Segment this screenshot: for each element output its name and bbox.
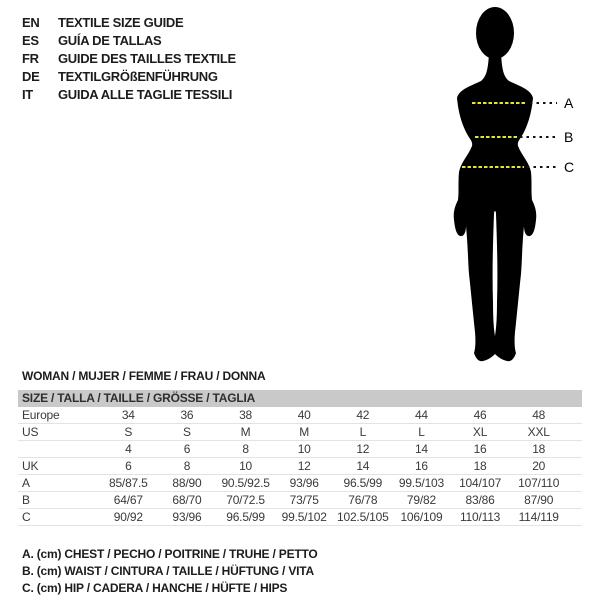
size-cell: 10 bbox=[239, 459, 253, 473]
measure-label-c: C bbox=[564, 159, 575, 175]
size-table-header: SIZE / TALLA / TAILLE / GRÖSSE / TAGLIA bbox=[18, 390, 582, 407]
language-row bbox=[22, 13, 236, 31]
measure-label-a: A bbox=[564, 95, 574, 111]
table-row bbox=[18, 441, 582, 458]
measure-label-b: B bbox=[564, 129, 574, 145]
size-cell: 90.5/92.5 bbox=[221, 476, 270, 490]
size-cell: 93/96 bbox=[289, 476, 319, 490]
table-row bbox=[18, 424, 582, 441]
size-cell: 8 bbox=[242, 442, 249, 456]
size-cell: 6 bbox=[125, 459, 132, 473]
size-cell: 34 bbox=[121, 408, 135, 422]
size-cell: S bbox=[183, 425, 191, 439]
size-cell: 106/109 bbox=[400, 510, 443, 524]
table-row bbox=[18, 492, 582, 509]
measurement-diagram bbox=[440, 2, 590, 367]
size-cell: 96.5/99 bbox=[226, 510, 265, 524]
size-cell: 48 bbox=[532, 408, 546, 422]
size-cell: 14 bbox=[414, 442, 428, 456]
measure-legend bbox=[22, 546, 318, 597]
language-code: DE bbox=[22, 68, 40, 84]
size-cell: 10 bbox=[297, 442, 311, 456]
size-cell: 90/92 bbox=[113, 510, 143, 524]
size-cell: 104/107 bbox=[459, 476, 502, 490]
size-cell: 93/96 bbox=[172, 510, 202, 524]
silhouette-head bbox=[476, 7, 514, 59]
woman-silhouette-icon bbox=[454, 54, 537, 361]
size-cell: 110/113 bbox=[459, 510, 501, 524]
language-row bbox=[22, 49, 236, 67]
size-cell: 44 bbox=[414, 408, 428, 422]
language-code: EN bbox=[22, 14, 40, 30]
language-row bbox=[22, 67, 236, 85]
size-cell: 18 bbox=[532, 442, 546, 456]
size-cell: XXL bbox=[527, 425, 550, 439]
table-row bbox=[18, 475, 582, 492]
table-row bbox=[18, 407, 582, 424]
language-row bbox=[22, 85, 236, 103]
size-cell: 96.5/99 bbox=[343, 476, 383, 490]
size-cell: 88/90 bbox=[172, 476, 202, 490]
size-cell: 18 bbox=[473, 459, 487, 473]
size-cell: 64/67 bbox=[113, 493, 143, 507]
size-cell: 4 bbox=[125, 442, 132, 456]
legend-waist: B. (cm) WAIST / CINTURA / TAILLE / HÜFTUNG / VITA bbox=[22, 564, 314, 578]
language-title: GUIDE DES TAILLES TEXTILE bbox=[58, 50, 236, 66]
size-cell: 12 bbox=[356, 442, 370, 456]
size-cell: 16 bbox=[473, 442, 487, 456]
language-title: TEXTILGRÖßENFÜHRUNG bbox=[58, 68, 218, 84]
section-title: WOMAN / MUJER / FEMME / FRAU / DONNA bbox=[22, 369, 266, 383]
size-cell: 16 bbox=[414, 459, 428, 473]
table-row bbox=[18, 458, 582, 475]
size-cell: 85/87.5 bbox=[108, 476, 148, 490]
row-label: A bbox=[22, 476, 30, 490]
size-cell: 38 bbox=[239, 408, 253, 422]
size-cell: 6 bbox=[183, 442, 191, 456]
size-cell: 102.5/105 bbox=[337, 510, 389, 524]
legend-chest: A. (cm) CHEST / PECHO / POITRINE / TRUHE / PETTO bbox=[22, 547, 318, 561]
language-code: ES bbox=[22, 32, 39, 48]
legend-hip: C. (cm) HIP / CADERA / HANCHE / HÜFTE / HIPS bbox=[22, 581, 288, 595]
row-label: C bbox=[22, 510, 31, 524]
size-cell: 73/75 bbox=[289, 493, 319, 507]
row-label: US bbox=[22, 425, 39, 439]
language-title-list bbox=[22, 13, 236, 103]
size-cell: 70/72.5 bbox=[226, 493, 265, 507]
row-label: Europe bbox=[22, 408, 60, 422]
size-cell: 12 bbox=[297, 459, 311, 473]
size-cell: 20 bbox=[532, 459, 546, 473]
size-cell: 83/86 bbox=[465, 493, 495, 507]
row-label: B bbox=[22, 493, 30, 507]
size-cell: 36 bbox=[180, 408, 194, 422]
size-cell: 14 bbox=[356, 459, 370, 473]
size-cell: 8 bbox=[183, 459, 191, 473]
size-cell: 68/70 bbox=[172, 493, 202, 507]
size-cell: M bbox=[240, 425, 251, 439]
size-cell: 87/90 bbox=[524, 493, 554, 507]
size-cell: 114/119 bbox=[518, 510, 559, 524]
row-label: UK bbox=[22, 459, 39, 473]
size-cell: M bbox=[299, 425, 310, 439]
size-cell: L bbox=[418, 425, 425, 439]
size-cell: 99.5/102 bbox=[281, 510, 327, 524]
table-row bbox=[18, 509, 582, 526]
language-code: FR bbox=[22, 50, 39, 66]
language-row bbox=[22, 31, 236, 49]
size-table-body bbox=[18, 407, 582, 526]
language-code: IT bbox=[22, 86, 33, 102]
size-cell: 79/82 bbox=[406, 493, 436, 507]
size-cell: 40 bbox=[297, 408, 311, 422]
size-cell: 46 bbox=[473, 408, 487, 422]
size-cell: L bbox=[359, 425, 367, 439]
size-cell: XL bbox=[472, 425, 488, 439]
size-cell: 42 bbox=[356, 408, 370, 422]
size-cell: 107/110 bbox=[518, 476, 560, 490]
size-cell: 76/78 bbox=[348, 493, 378, 507]
language-title: GUÍA DE TALLAS bbox=[58, 32, 162, 48]
size-cell: 99.5/103 bbox=[398, 476, 444, 490]
language-title: GUIDA ALLE TAGLIE TESSILI bbox=[58, 86, 233, 102]
language-title: TEXTILE SIZE GUIDE bbox=[58, 14, 184, 30]
size-cell: S bbox=[124, 425, 133, 439]
